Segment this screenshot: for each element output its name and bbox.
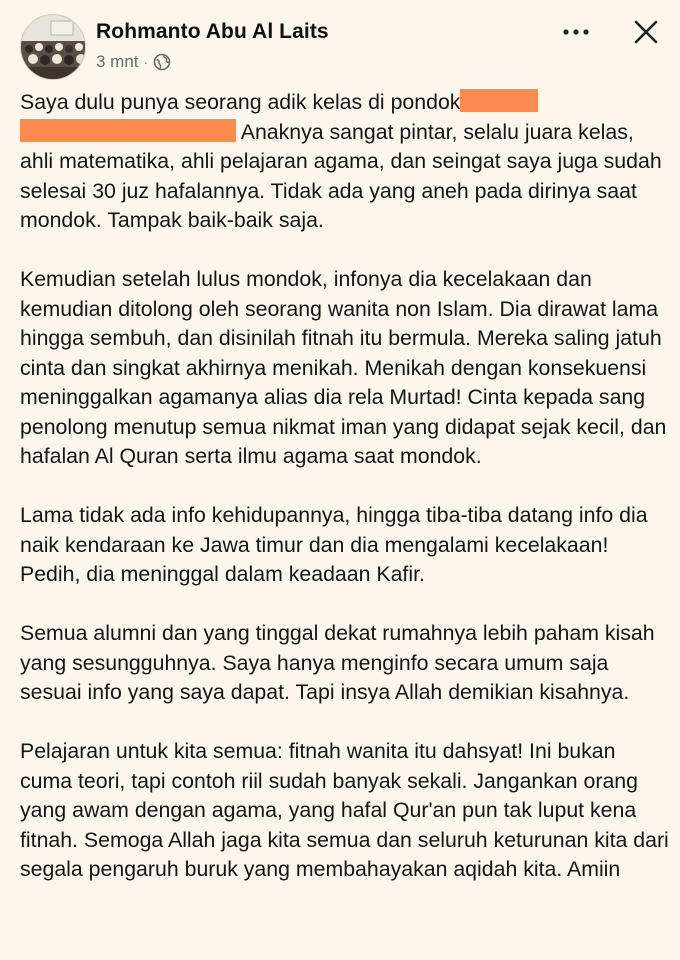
post-paragraph-5: Pelajaran untuk kita semua: fitnah wanita itu dahsyat! Ini bukan cuma teori, tapi contoh riil sudah banyak sekali. Jangankan orang yang awam dengan agama, yang hafal Qur'an pun tak luput kena fitnah. Semoga Allah jaga kita semua dan seluruh keturunan kita dari segala pengaruh buruk yang membahayakan aqidah kita. Amiin <box>20 739 669 881</box>
more-horizontal-icon <box>562 28 590 36</box>
paragraph-1-rest: Anaknya sangat pintar, selalu juara kelas, ahli matematika, ahli pelajaran agama, dan seingat saya juga sudah selesai 30 juz hafalannya. Tidak ada yang aneh pada dirinya saat mondok. Tampak baik-baik saja. <box>20 119 662 232</box>
post-meta <box>96 52 171 72</box>
post-body <box>20 88 670 914</box>
post-paragraph-2: Kemudian setelah lulus mondok, infonya dia kecelakaan dan kemudian ditolong oleh seorang wanita non Islam. Dia dirawat lama hingga sembuh, dan disinilah fitnah itu bermula. Mereka saling jatuh cinta dan singkat akhirnya menikah. Menikah dengan konsekuensi meninggalkan agamanya alias dia rela Murtad! Cinta kepada sang penolong menutup semua nikmat iman yang didapat sejak kecil, dan hafalan Al Quran serta ilmu agama saat mondok. <box>20 267 667 468</box>
post-paragraph-3: Lama tidak ada info kehidupannya, hingga tiba-tiba datang info dia naik kendaraan ke Jawa timur dan dia mengalami kecelakaan! Pedih, dia meninggal dalam keadaan Kafir. <box>20 503 648 586</box>
paragraph-1-start: Saya dulu punya seorang adik kelas di pondok <box>20 90 461 114</box>
avatar[interactable] <box>20 14 86 80</box>
close-icon <box>633 19 659 45</box>
post-header <box>0 0 680 88</box>
post-paragraph-4: Semua alumni dan yang tinggal dekat rumahnya lebih paham kisah yang sesungguhnya. Saya hanya menginfo secara umum saja sesuai info yang saya dapat. Tapi insya Allah demikian kisahnya. <box>20 621 655 704</box>
avatar-photo <box>21 15 85 79</box>
post-time[interactable]: 3 mnt <box>96 52 139 71</box>
author-name[interactable]: Rohmanto Abu Al Laits <box>96 20 329 43</box>
redaction-block <box>460 89 538 112</box>
redaction-block <box>20 119 236 142</box>
post-paragraph-1 <box>20 88 670 236</box>
more-options-button[interactable] <box>556 16 596 48</box>
close-button[interactable] <box>628 14 664 50</box>
meta-separator: · <box>143 54 149 70</box>
globe-icon <box>153 53 171 71</box>
